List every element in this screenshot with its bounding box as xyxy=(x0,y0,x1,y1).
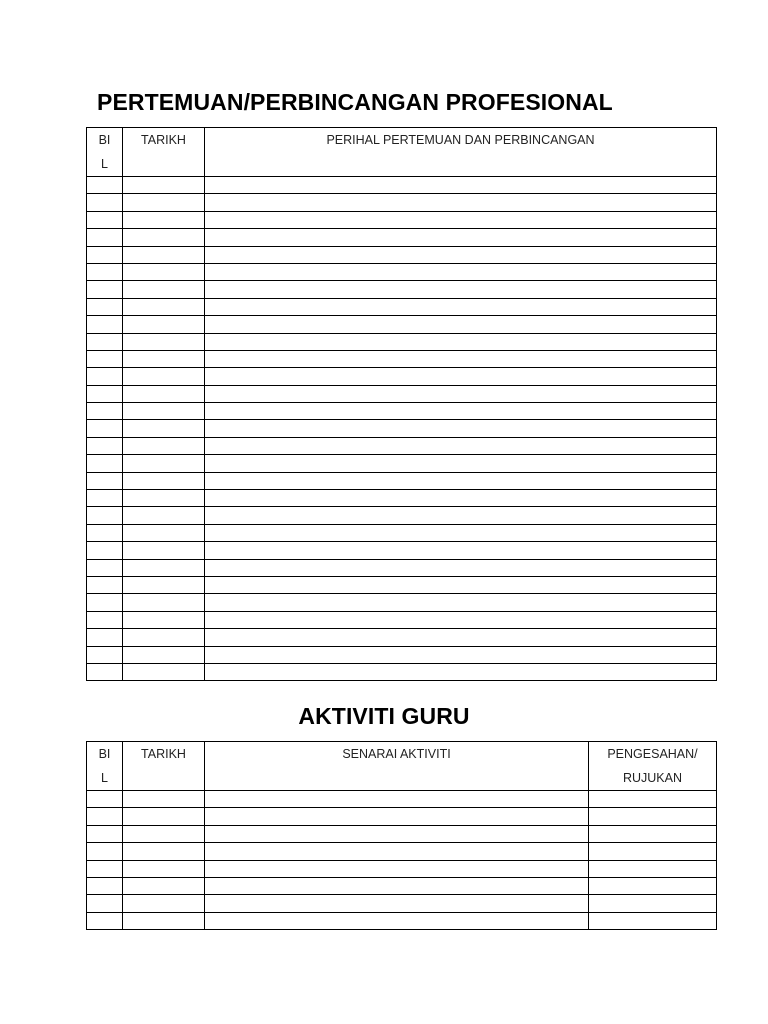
activity-cell-senarai xyxy=(205,860,589,877)
meeting-cell-perihal xyxy=(205,490,717,507)
meeting-cell-tarikh xyxy=(123,455,205,472)
meeting-row xyxy=(87,298,717,315)
meeting-cell-tarikh xyxy=(123,263,205,280)
header-pengesahan: PENGESAHAN/ RUJUKAN xyxy=(589,742,717,791)
meeting-row xyxy=(87,246,717,263)
meeting-cell-perihal xyxy=(205,646,717,663)
activity-cell-pengesahan xyxy=(589,808,717,825)
header-tarikh: TARIKH xyxy=(123,128,205,177)
meeting-cell-bil xyxy=(87,507,123,524)
meeting-cell-bil xyxy=(87,333,123,350)
meeting-cell-tarikh xyxy=(123,246,205,263)
meeting-cell-perihal xyxy=(205,281,717,298)
meeting-cell-bil xyxy=(87,472,123,489)
activity-cell-pengesahan xyxy=(589,895,717,912)
meeting-cell-bil xyxy=(87,263,123,280)
activity-cell-pengesahan xyxy=(589,843,717,860)
header-bil: BIL xyxy=(87,128,123,177)
meeting-row xyxy=(87,490,717,507)
meeting-cell-tarikh xyxy=(123,437,205,454)
meeting-row xyxy=(87,472,717,489)
meeting-row xyxy=(87,194,717,211)
activity-cell-senarai xyxy=(205,843,589,860)
activity-row xyxy=(87,825,717,842)
meeting-cell-perihal xyxy=(205,611,717,628)
activity-row xyxy=(87,877,717,894)
activity-cell-tarikh xyxy=(123,791,205,808)
activity-cell-senarai xyxy=(205,825,589,842)
activity-cell-bil xyxy=(87,895,123,912)
meeting-cell-perihal xyxy=(205,263,717,280)
meeting-cell-perihal xyxy=(205,385,717,402)
meeting-cell-perihal xyxy=(205,246,717,263)
meeting-cell-bil xyxy=(87,629,123,646)
meeting-row xyxy=(87,629,717,646)
meeting-cell-tarikh xyxy=(123,211,205,228)
meeting-cell-bil xyxy=(87,246,123,263)
meeting-cell-bil xyxy=(87,229,123,246)
meeting-cell-tarikh xyxy=(123,194,205,211)
meeting-cell-perihal xyxy=(205,420,717,437)
meeting-cell-bil xyxy=(87,455,123,472)
meeting-cell-tarikh xyxy=(123,350,205,367)
activity-cell-tarikh xyxy=(123,895,205,912)
activity-cell-bil xyxy=(87,912,123,929)
meeting-cell-perihal xyxy=(205,298,717,315)
table-header-row xyxy=(87,742,717,791)
meeting-row xyxy=(87,350,717,367)
activity-cell-pengesahan xyxy=(589,860,717,877)
meeting-row xyxy=(87,368,717,385)
meeting-cell-tarikh xyxy=(123,177,205,194)
meeting-cell-tarikh xyxy=(123,490,205,507)
activity-row xyxy=(87,791,717,808)
activity-cell-senarai xyxy=(205,877,589,894)
meeting-cell-tarikh xyxy=(123,594,205,611)
activity-cell-bil xyxy=(87,843,123,860)
meeting-cell-tarikh xyxy=(123,298,205,315)
meeting-cell-bil xyxy=(87,194,123,211)
meeting-cell-tarikh xyxy=(123,629,205,646)
meeting-row xyxy=(87,437,717,454)
meeting-row xyxy=(87,281,717,298)
meeting-row xyxy=(87,611,717,628)
meeting-cell-perihal xyxy=(205,576,717,593)
activity-cell-pengesahan xyxy=(589,877,717,894)
meeting-cell-tarikh xyxy=(123,229,205,246)
meeting-cell-bil xyxy=(87,177,123,194)
meeting-cell-bil xyxy=(87,611,123,628)
meeting-cell-tarikh xyxy=(123,420,205,437)
meeting-row xyxy=(87,507,717,524)
section2-title: AKTIVITI GURU xyxy=(298,703,470,729)
meeting-cell-perihal xyxy=(205,229,717,246)
meeting-cell-perihal xyxy=(205,333,717,350)
meeting-cell-tarikh xyxy=(123,663,205,680)
meeting-row xyxy=(87,455,717,472)
activity-row xyxy=(87,843,717,860)
meeting-row xyxy=(87,177,717,194)
meeting-cell-perihal xyxy=(205,559,717,576)
meeting-cell-tarikh xyxy=(123,368,205,385)
activity-row xyxy=(87,860,717,877)
meeting-cell-tarikh xyxy=(123,611,205,628)
meeting-cell-bil xyxy=(87,542,123,559)
meeting-cell-tarikh xyxy=(123,316,205,333)
meeting-cell-bil xyxy=(87,490,123,507)
meeting-cell-perihal xyxy=(205,542,717,559)
activity-cell-tarikh xyxy=(123,825,205,842)
meeting-cell-bil xyxy=(87,594,123,611)
meeting-cell-bil xyxy=(87,298,123,315)
meeting-cell-perihal xyxy=(205,437,717,454)
meeting-cell-perihal xyxy=(205,316,717,333)
meeting-cell-bil xyxy=(87,420,123,437)
meeting-cell-perihal xyxy=(205,629,717,646)
meeting-cell-bil xyxy=(87,437,123,454)
header-perihal: PERIHAL PERTEMUAN DAN PERBINCANGAN xyxy=(205,128,717,177)
meeting-row xyxy=(87,263,717,280)
meeting-cell-bil xyxy=(87,316,123,333)
activity-cell-tarikh xyxy=(123,912,205,929)
activity-cell-senarai xyxy=(205,791,589,808)
meeting-cell-tarikh xyxy=(123,472,205,489)
meeting-cell-bil xyxy=(87,385,123,402)
activity-cell-bil xyxy=(87,860,123,877)
activity-cell-tarikh xyxy=(123,877,205,894)
activity-cell-senarai xyxy=(205,808,589,825)
meeting-cell-tarikh xyxy=(123,385,205,402)
meeting-row xyxy=(87,385,717,402)
meeting-cell-bil xyxy=(87,368,123,385)
activity-row xyxy=(87,912,717,929)
meeting-cell-tarikh xyxy=(123,333,205,350)
meeting-cell-perihal xyxy=(205,211,717,228)
meeting-cell-perihal xyxy=(205,472,717,489)
professional-meetings-table xyxy=(86,127,717,681)
meeting-cell-bil xyxy=(87,524,123,541)
meeting-row xyxy=(87,663,717,680)
meeting-cell-tarikh xyxy=(123,507,205,524)
meeting-cell-perihal xyxy=(205,368,717,385)
meeting-cell-bil xyxy=(87,663,123,680)
meeting-cell-bil xyxy=(87,281,123,298)
meeting-cell-perihal xyxy=(205,455,717,472)
activity-cell-senarai xyxy=(205,895,589,912)
activity-cell-pengesahan xyxy=(589,791,717,808)
header-bil: BIL xyxy=(87,742,123,791)
activity-cell-pengesahan xyxy=(589,825,717,842)
activity-cell-bil xyxy=(87,825,123,842)
meeting-cell-perihal xyxy=(205,663,717,680)
meeting-cell-bil xyxy=(87,211,123,228)
meeting-row xyxy=(87,576,717,593)
meeting-cell-tarikh xyxy=(123,403,205,420)
meeting-row xyxy=(87,420,717,437)
meeting-cell-bil xyxy=(87,646,123,663)
meeting-row xyxy=(87,333,717,350)
meeting-cell-tarikh xyxy=(123,281,205,298)
meeting-cell-perihal xyxy=(205,350,717,367)
activity-row xyxy=(87,808,717,825)
meeting-row xyxy=(87,646,717,663)
meeting-cell-tarikh xyxy=(123,524,205,541)
meeting-cell-perihal xyxy=(205,194,717,211)
meeting-row xyxy=(87,524,717,541)
meeting-cell-bil xyxy=(87,350,123,367)
activity-cell-pengesahan xyxy=(589,912,717,929)
meeting-row xyxy=(87,542,717,559)
meeting-cell-perihal xyxy=(205,403,717,420)
meeting-row xyxy=(87,229,717,246)
table-header-row xyxy=(87,128,717,177)
activity-cell-bil xyxy=(87,808,123,825)
meeting-cell-bil xyxy=(87,403,123,420)
meeting-row xyxy=(87,211,717,228)
activity-cell-tarikh xyxy=(123,808,205,825)
teacher-activities-table xyxy=(86,741,717,930)
activity-cell-tarikh xyxy=(123,843,205,860)
meeting-row xyxy=(87,316,717,333)
meeting-cell-perihal xyxy=(205,594,717,611)
meeting-cell-perihal xyxy=(205,177,717,194)
meeting-cell-tarikh xyxy=(123,646,205,663)
meeting-row xyxy=(87,594,717,611)
header-tarikh: TARIKH xyxy=(123,742,205,791)
meeting-cell-perihal xyxy=(205,507,717,524)
meeting-cell-tarikh xyxy=(123,559,205,576)
meeting-row xyxy=(87,403,717,420)
activity-row xyxy=(87,895,717,912)
activity-cell-senarai xyxy=(205,912,589,929)
activity-cell-bil xyxy=(87,791,123,808)
section1-title: PERTEMUAN/PERBINCANGAN PROFESIONAL xyxy=(97,89,613,115)
meeting-cell-perihal xyxy=(205,524,717,541)
meeting-cell-bil xyxy=(87,559,123,576)
meeting-row xyxy=(87,559,717,576)
header-senarai: SENARAI AKTIVITI xyxy=(205,742,589,791)
meeting-cell-tarikh xyxy=(123,542,205,559)
activity-cell-tarikh xyxy=(123,860,205,877)
activity-cell-bil xyxy=(87,877,123,894)
meeting-cell-tarikh xyxy=(123,576,205,593)
meeting-cell-bil xyxy=(87,576,123,593)
